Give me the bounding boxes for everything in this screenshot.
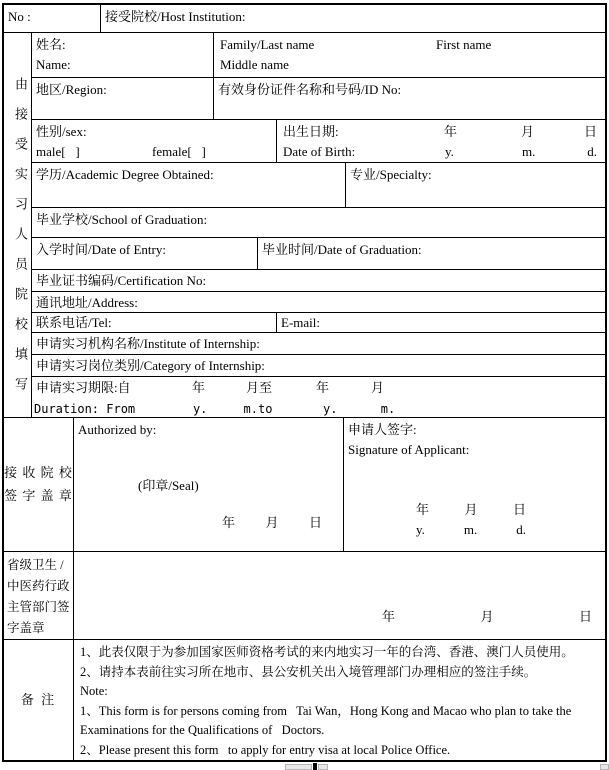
authorized-year-cn: 年 [222, 515, 236, 530]
institute-cell[interactable] [32, 333, 605, 355]
category-label: 申请实习岗位类别/Category of Internship: [36, 358, 265, 373]
name-label-cn: 姓名: [36, 37, 66, 52]
name-parts-cell[interactable] [214, 33, 605, 78]
no-label: No : [8, 9, 31, 24]
duration-month-to-cn: 月至 [246, 380, 273, 395]
male-checkbox-label[interactable]: male[ ] [36, 144, 80, 159]
applicant-day-en: d. [516, 522, 526, 537]
tel-cell[interactable] [32, 313, 277, 333]
duration-month2-cn: 月 [371, 380, 385, 395]
province-year-cn: 年 [382, 609, 396, 624]
province-date-line [382, 607, 592, 627]
note-line: Note: [80, 684, 108, 698]
id-no-label: 有效身份证件名称和号码/ID No: [218, 82, 402, 97]
note-label-cell [4, 640, 74, 760]
main-section-label-cell [4, 33, 32, 418]
note-line: 1、This form is for persons coming from Tai Wan，Hong Kong and Macao who plan to take the [80, 703, 572, 718]
duration-label-en: Duration: From y. m.to y. m. [34, 402, 396, 416]
category-cell[interactable] [32, 355, 605, 377]
note-line: 2、请持本表前往实习所在地市、县公安机关出入境管理部门办理相应的签注手续。 [80, 664, 537, 679]
province-day-cn: 日 [578, 609, 592, 624]
dob-month-cn: 月 [521, 124, 535, 139]
host-signature-label-line1: 接 收 院 校 [4, 465, 73, 480]
applicant-month-cn: 月 [464, 502, 478, 517]
province-label-line4: 字盖章 [7, 621, 45, 635]
duration-year1-cn: 年 [192, 380, 206, 395]
province-signature-cell[interactable] [74, 552, 605, 640]
dob-label-cn: 出生日期: [283, 124, 339, 139]
institute-label: 申请实习机构名称/Institute of Internship: [36, 336, 260, 351]
dob-day-en: d. [587, 144, 597, 159]
address-cell[interactable] [32, 292, 605, 313]
horizontal-scrollbar-button-right[interactable] [318, 764, 328, 770]
certification-cell[interactable] [32, 270, 605, 292]
sex-cell[interactable] [32, 120, 277, 163]
middle-name-label: Middle name [220, 57, 289, 72]
degree-label: 学历/Academic Degree Obtained: [36, 167, 214, 182]
dob-year-en: y. [445, 144, 454, 159]
address-label: 通讯地址/Address: [36, 295, 138, 310]
id-no-cell[interactable] [214, 78, 605, 120]
host-signature-label-line2: 签 字 盖 章 [4, 488, 73, 503]
certification-label: 毕业证书编码/Certification No: [36, 273, 207, 288]
note-line: 2、Please present this form to apply for entry visa at local Police Office. [80, 742, 451, 757]
entry-date-cell[interactable] [32, 238, 258, 270]
note-line: Examinations for the Qualifications of Doctors. [80, 723, 325, 737]
authorized-date-line [222, 513, 322, 533]
degree-cell[interactable] [32, 163, 346, 208]
host-institution-label: 接受院校/Host Institution: [105, 9, 246, 24]
province-label-line1: 省级卫生 / [7, 558, 64, 572]
applicant-month-en: m. [463, 522, 478, 537]
duration-label-cn: 申请实习期限:自 [36, 380, 131, 395]
authorized-by-cell[interactable] [74, 418, 344, 552]
applicant-year-en: y. [416, 522, 425, 537]
province-label-line3: 主管部门签 [7, 600, 70, 614]
email-label: E-mail: [281, 315, 320, 330]
scrollbar-split-handle[interactable] [313, 763, 317, 770]
applicant-signature-cell[interactable] [344, 418, 605, 552]
province-month-cn: 月 [480, 609, 494, 624]
main-section-vertical-label: 由接受实习人员院校填写 [13, 77, 28, 407]
school-label: 毕业学校/School of Graduation: [36, 212, 208, 227]
dob-year-cn: 年 [444, 124, 458, 139]
note-body-cell [74, 640, 605, 760]
name-cell[interactable] [32, 33, 214, 78]
dob-label-en: Date of Birth: [283, 144, 356, 159]
authorized-by-label: Authorized by: [78, 422, 157, 437]
applicant-date-line-cn [416, 500, 526, 520]
graduation-date-label: 毕业时间/Date of Graduation: [262, 242, 422, 257]
duration-cell[interactable] [32, 377, 605, 418]
scrollbar-corner[interactable] [600, 764, 609, 770]
authorized-day-cn: 日 [308, 515, 322, 530]
name-label-en: Name: [36, 57, 71, 72]
email-cell[interactable] [277, 313, 605, 333]
duration-year2-cn: 年 [316, 380, 330, 395]
authorized-month-cn: 月 [265, 515, 279, 530]
horizontal-scrollbar-button-left[interactable] [285, 764, 312, 770]
applicant-signature-label-en: Signature of Applicant: [348, 442, 470, 457]
tel-label: 联系电话/Tel: [36, 315, 112, 330]
dob-cell[interactable] [277, 120, 605, 163]
female-checkbox-label[interactable]: female[ ] [152, 144, 206, 159]
form-table [2, 3, 607, 762]
dob-month-en: m. [522, 144, 536, 159]
region-label: 地区/Region: [36, 82, 107, 97]
note-line: 1、此表仅限于为参加国家医师资格考试的来内地实习一年的台湾、香港、澳门人员使用。 [80, 645, 574, 659]
applicant-signature-label-cn: 申请人签字: [348, 422, 417, 437]
dob-day-cn: 日 [583, 124, 597, 139]
family-last-name-label: Family/Last name [220, 37, 315, 52]
province-authority-label-cell [4, 552, 74, 640]
host-institution-cell[interactable] [101, 5, 605, 33]
province-label-line2: 中医药行政 [7, 579, 70, 593]
sex-label: 性别/sex: [36, 124, 87, 139]
no-field-cell[interactable] [4, 5, 101, 33]
applicant-day-cn: 日 [512, 502, 526, 517]
region-cell[interactable] [32, 78, 214, 120]
specialty-label: 专业/Specialty: [350, 167, 432, 182]
applicant-year-cn: 年 [416, 502, 430, 517]
graduation-date-cell[interactable] [258, 238, 605, 270]
entry-date-label: 入学时间/Date of Entry: [36, 242, 166, 257]
applicant-date-line-en [416, 520, 526, 540]
school-cell[interactable] [32, 208, 605, 238]
first-name-label: First name [436, 37, 492, 52]
host-signature-label-cell [4, 418, 74, 552]
specialty-cell[interactable] [346, 163, 605, 208]
seal-label: (印章/Seal) [138, 478, 199, 493]
note-label: 备 注 [20, 692, 57, 707]
